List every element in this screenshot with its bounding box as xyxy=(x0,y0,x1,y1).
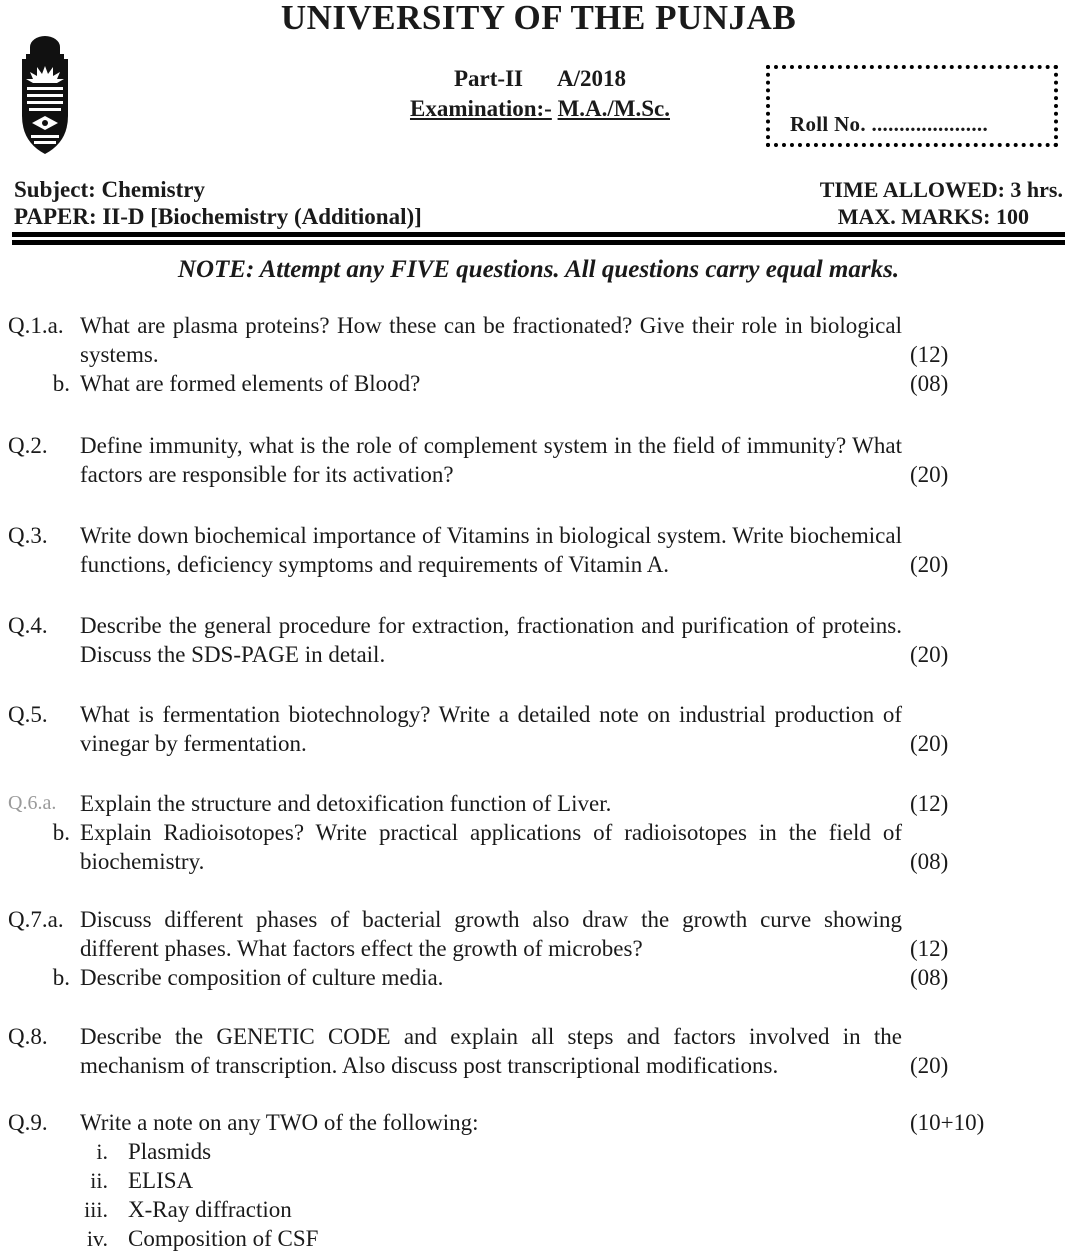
question-row xyxy=(0,700,1077,758)
question-text: Define immunity, what is the role of complement system in the field of immunity? What factors are responsible for its activation? xyxy=(80,433,902,487)
list-item-label: ELISA xyxy=(128,1168,194,1193)
question-text: What are formed elements of Blood? xyxy=(80,371,421,396)
question-number: Q.5. xyxy=(8,702,48,727)
roll-no-box[interactable] xyxy=(766,65,1058,147)
question-row xyxy=(0,789,1077,818)
question-row xyxy=(0,963,1077,992)
question-row xyxy=(0,905,1077,963)
roll-no-label: Roll No. ..................... xyxy=(790,112,988,136)
question-row xyxy=(0,369,1077,398)
list-item-numeral: iii. xyxy=(84,1197,108,1222)
question-marks: (08) xyxy=(910,965,949,990)
max-marks-label: MAX. MARKS: 100 xyxy=(837,204,1029,229)
punjab-university-crest-icon xyxy=(14,30,76,158)
list-item-numeral: iv. xyxy=(86,1226,108,1251)
divider-bar-top xyxy=(12,232,1065,237)
question-block-4 xyxy=(0,611,1077,669)
list-item xyxy=(0,1166,1077,1195)
question-block-6 xyxy=(0,789,1077,876)
examination-line xyxy=(330,94,750,124)
question-number: b. xyxy=(52,820,70,845)
question-row xyxy=(0,1022,1077,1080)
question-row xyxy=(0,431,1077,489)
list-item-label: Composition of CSF xyxy=(128,1226,319,1251)
subject-line: Subject: Chemistry xyxy=(14,177,205,202)
question-number: Q.2. xyxy=(8,433,48,458)
list-item-numeral: ii. xyxy=(90,1168,108,1193)
question-marks: (20) xyxy=(910,731,949,756)
question-text: What are plasma proteins? How these can be fractionated? Give their role in biological systems. xyxy=(80,313,902,367)
question-number: Q.7.a. xyxy=(8,907,64,932)
question-row xyxy=(0,311,1077,369)
header-divider xyxy=(12,232,1065,246)
question-marks: (20) xyxy=(910,552,949,577)
exam-session: A/2018 xyxy=(556,66,626,91)
question-marks: (08) xyxy=(910,371,949,396)
question-text: Describe composition of culture media. xyxy=(80,965,444,990)
question-text: Explain Radioisotopes? Write practical applications of radioisotopes in the field of biochemistry. xyxy=(80,820,902,874)
question-marks: (12) xyxy=(910,791,949,816)
question-row xyxy=(0,1108,1077,1137)
time-allowed-label: TIME ALLOWED: 3 hrs. xyxy=(819,177,1063,202)
list-item xyxy=(0,1195,1077,1224)
question-marks: (20) xyxy=(910,1053,949,1078)
question-text: Explain the structure and detoxification function of Liver. xyxy=(80,791,612,816)
question-number: b. xyxy=(52,965,70,990)
question-text: Describe the general procedure for extraction, fractionation and purification of proteins. Discuss the SDS-PAGE in detail. xyxy=(80,613,902,667)
question-block-3 xyxy=(0,521,1077,579)
question-number: Q.6.a. xyxy=(8,792,57,814)
divider-bar-bottom xyxy=(12,240,1065,245)
question-number: b. xyxy=(52,371,70,396)
page-title: UNIVERSITY OF THE PUNJAB xyxy=(280,0,797,37)
question-block-2 xyxy=(0,431,1077,489)
question-marks: (12) xyxy=(910,936,949,961)
question-text: Describe the GENETIC CODE and explain all steps and factors involved in the mechanism of transcription. Also discuss post transcriptional modifications. xyxy=(80,1024,902,1078)
list-item-label: Plasmids xyxy=(128,1139,212,1164)
list-item-numeral: i. xyxy=(96,1139,108,1164)
question-block-9 xyxy=(0,1108,1077,1253)
exam-note: NOTE: Attempt any FIVE questions. All questions carry equal marks. xyxy=(177,256,900,283)
question-block-5 xyxy=(0,700,1077,758)
question-marks: (08) xyxy=(910,849,949,874)
question-row xyxy=(0,521,1077,579)
list-item xyxy=(0,1224,1077,1253)
exam-part-line xyxy=(330,64,750,94)
question-text: What is fermentation biotechnology? Write a detailed note on industrial production of vinegar by fermentation. xyxy=(80,702,902,756)
examination-value: M.A./M.Sc. xyxy=(557,96,670,121)
question-block-7 xyxy=(0,905,1077,992)
question-text: Write down biochemical importance of Vitamins in biological system. Write biochemical functions, deficiency symptoms and requirements of Vitamin A. xyxy=(80,523,902,577)
paper-line: PAPER: II-D [Biochemistry (Additional)] xyxy=(14,204,422,229)
exam-part: Part-II xyxy=(454,66,523,91)
question-row xyxy=(0,818,1077,876)
question-row xyxy=(0,611,1077,669)
question-number: Q.9. xyxy=(8,1110,48,1135)
question-text: Discuss different phases of bacterial growth also draw the growth curve showing different phases. What factors effect the growth of microbes? xyxy=(80,907,902,961)
question-text: Write a note on any TWO of the following: xyxy=(80,1110,479,1135)
question-marks: (10+10) xyxy=(910,1110,985,1135)
question-marks: (12) xyxy=(910,342,949,367)
question-marks: (20) xyxy=(910,462,949,487)
question-marks: (20) xyxy=(910,642,949,667)
question-block-8 xyxy=(0,1022,1077,1080)
question-number: Q.4. xyxy=(8,613,48,638)
question-number: Q.1.a. xyxy=(8,313,64,338)
list-item xyxy=(0,1137,1077,1166)
question-number: Q.8. xyxy=(8,1024,48,1049)
list-item-label: X-Ray diffraction xyxy=(128,1197,292,1222)
examination-label: Examination:- xyxy=(409,96,552,121)
question-block-1 xyxy=(0,311,1077,398)
question-number: Q.3. xyxy=(8,523,48,548)
